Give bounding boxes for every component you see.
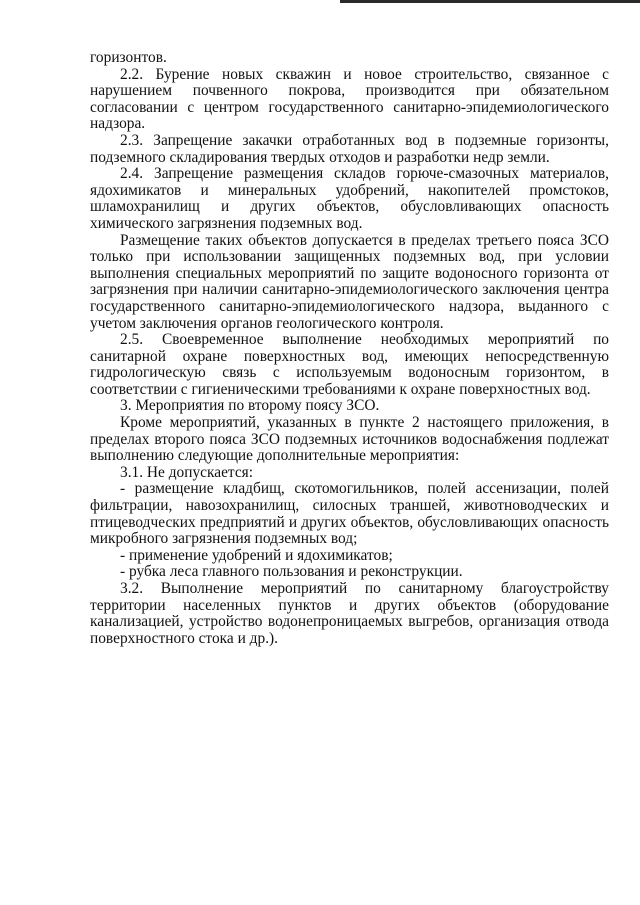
paragraph-horizons-tail: горизонтов. — [90, 49, 167, 66]
document-body — [90, 50, 609, 647]
list-item-placement-ban: - размещение кладбищ, скотомогильников, полей ассенизации, полей фильтрации, навозохранилищ, силосных траншей, животноводческих и птицеводческих предприятий и других объектов, обусловливающих опасность микробного загрязнения подземных вод; — [90, 480, 609, 548]
list-item-fertilizers: - применение удобрений и ядохимикатов; — [120, 546, 393, 564]
paragraph-3-2: 3.2. Выполнение мероприятий по санитарному благоустройству территории населенных пунктов и других объектов (оборудование канализацией, устройство водонепроницаемых выгребов, организация отвода поверхностного стока и др.). — [90, 580, 609, 647]
paragraph-2-4: 2.4. Запрещение размещения складов горюче-смазочных материалов, ядохимикатов и минеральных удобрений, накопителей промстоков, шламохранилищ и других объектов, обусловливающих опасность химического загрязнения подземных вод. — [90, 165, 609, 232]
paragraph-2-3: 2.3. Запрещение закачки отработанных вод в подземные горизонты, подземного складирования твердых отходов и разработки недр земли. — [90, 131, 609, 166]
paragraph-2-2: 2.2. Бурение новых скважин и новое строительство, связанное с нарушением почвенного покрова, производится при обязательном согласовании с центром государственного санитарно-эпидемиологического надзора. — [90, 65, 609, 133]
paragraph-3-intro: Кроме мероприятий, указанных в пункте 2 настоящего приложения, в пределах второго пояса ЗСО подземных источников водоснабжения подлежат выполнению следующие дополнительные мероприятия: — [90, 414, 609, 465]
paragraph-3-1: 3.1. Не допускается: — [120, 463, 254, 481]
top-edge-rule — [340, 0, 640, 3]
paragraph-3-heading: 3. Мероприятия по второму поясу ЗСО. — [120, 397, 380, 415]
paragraph-2-5: 2.5. Своевременное выполнение необходимых мероприятий по санитарной охране поверхностных вод, имеющих непосредственную гидрологическую связь с используемым водоносным горизонтом, в соответствии с гигиеническими требованиями к охране поверхностных вод. — [90, 331, 609, 398]
list-item-logging: - рубка леса главного пользования и реконструкции. — [120, 563, 463, 581]
paragraph-placement: Размещение таких объектов допускается в пределах третьего пояса ЗСО только при использовании защищенных подземных вод, при условии выполнения специальных мероприятий по защите водоносного горизонта от загрязнения при наличии санитарно-эпидемиологического заключения центра государственного санитарно-эпидемиологического надзора, выданного с учетом заключения органов геологического контроля. — [90, 231, 609, 332]
